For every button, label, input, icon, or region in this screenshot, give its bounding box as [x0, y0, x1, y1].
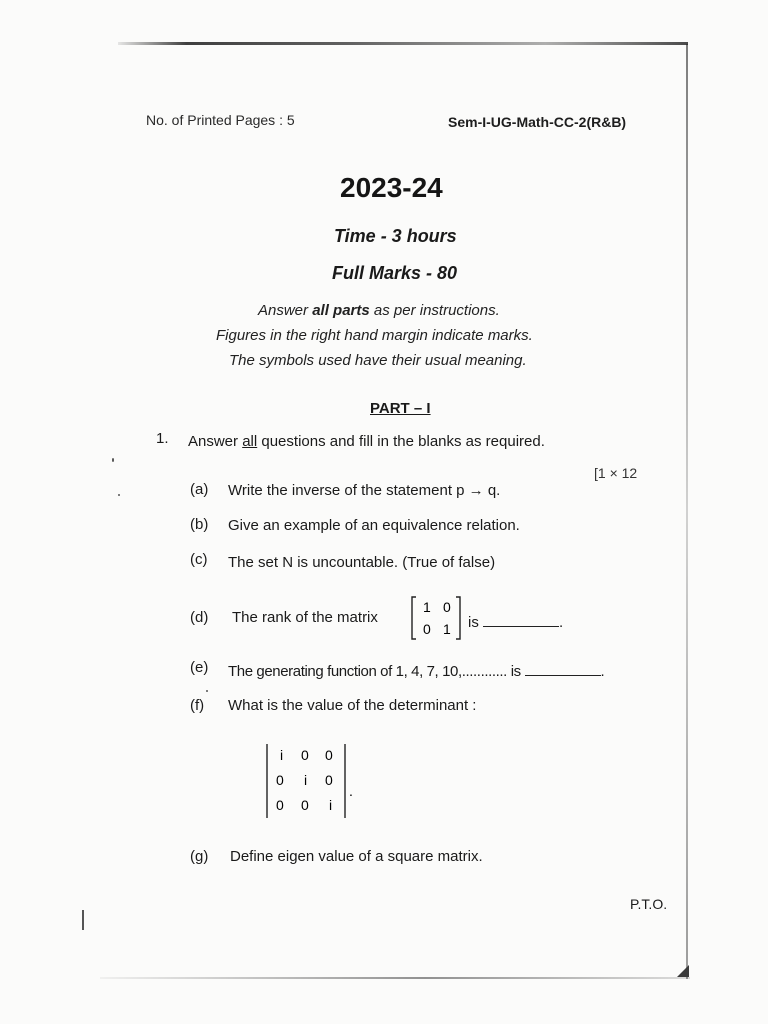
subquestion-g-label: (g): [190, 848, 209, 865]
subquestion-e-end: .: [600, 663, 605, 680]
question-text: [188, 433, 545, 450]
page-edge-bottom: [100, 977, 690, 979]
matrix-cell: 0: [423, 621, 431, 637]
question-marks: [1 × 12: [594, 465, 638, 481]
subquestion-g-text: Define eigen value of a square matrix.: [230, 848, 483, 865]
subquestion-e-label: (e): [190, 659, 209, 676]
determinant-cell: i: [280, 747, 284, 763]
right-bracket: [456, 597, 460, 639]
instruction-text: as per instructions.: [369, 302, 500, 319]
subquestion-b-label: (b): [190, 516, 209, 533]
part-title: PART – I: [370, 400, 431, 417]
subquestion-f-label: (f): [190, 697, 205, 714]
pto-label: P.T.O.: [630, 896, 668, 912]
determinant-cell: 0: [276, 797, 284, 813]
subquestion-a-text: Write the inverse of the statement p → q.: [228, 482, 501, 499]
instruction-line-3: The symbols used have their usual meaning.: [229, 352, 527, 369]
subquestion-e-question: The generating function of 1, 4, 7, 10,............ is: [228, 663, 521, 680]
instruction-text: Answer: [258, 302, 313, 319]
printed-pages-count: No. of Printed Pages : 5: [146, 112, 295, 128]
subquestion-d-end: .: [559, 614, 564, 631]
left-bracket: [412, 597, 416, 639]
instruction-line-1: [258, 302, 500, 319]
instruction-line-2: Figures in the right hand margin indicate marks.: [216, 327, 533, 344]
page-edge-right: [686, 44, 688, 979]
subquestion-d-is: is: [468, 614, 479, 631]
matrix-cell: 1: [423, 599, 431, 615]
instruction-emphasis: all parts: [312, 302, 370, 319]
page-edge-top: [118, 42, 688, 45]
subquestion-d-label: (d): [190, 609, 209, 626]
determinant-cell: 0: [276, 772, 284, 788]
subquestion-e-text: [228, 663, 604, 680]
determinant-cell: i: [329, 797, 333, 813]
determinant-cell: 0: [325, 772, 333, 788]
scan-mark: [82, 910, 84, 930]
question-number: 1.: [156, 430, 169, 447]
determinant-cell: 0: [301, 747, 309, 763]
scan-speck: [112, 458, 114, 462]
exam-year: 2023-24: [340, 172, 443, 203]
answer-blank: [483, 626, 559, 627]
question-text-underlined: all: [242, 433, 258, 450]
matrix-2x2: [410, 594, 462, 642]
paper-code: Sem-I-UG-Math-CC-2(R&B): [448, 114, 627, 130]
matrix-cell: 1: [443, 621, 451, 637]
exam-time: Time - 3 hours: [334, 226, 457, 246]
matrix-cell: 0: [443, 599, 451, 615]
scan-speck: [206, 690, 208, 692]
answer-blank: [525, 675, 601, 676]
subquestion-c-label: (c): [190, 551, 208, 568]
determinant-cell: 0: [301, 797, 309, 813]
full-marks: Full Marks - 80: [332, 263, 458, 283]
determinant-end: .: [349, 783, 353, 799]
question-text-post: questions and fill in the blanks as required.: [257, 433, 545, 450]
scan-speck: [118, 494, 120, 496]
page-corner-fold: [677, 965, 689, 977]
determinant-3x3: [264, 742, 354, 820]
subquestion-a-label: (a): [190, 481, 209, 498]
subquestion-c-text: The set N is uncountable. (True of false): [228, 554, 496, 571]
subquestion-f-text: What is the value of the determinant :: [228, 697, 477, 714]
subquestion-d-answer: [468, 614, 563, 631]
determinant-cell: i: [304, 772, 308, 788]
determinant-cell: 0: [325, 747, 333, 763]
subquestion-b-text: Give an example of an equivalence relation.: [228, 517, 520, 534]
question-text-pre: Answer: [188, 433, 243, 450]
subquestion-d-text: The rank of the matrix: [232, 609, 378, 626]
